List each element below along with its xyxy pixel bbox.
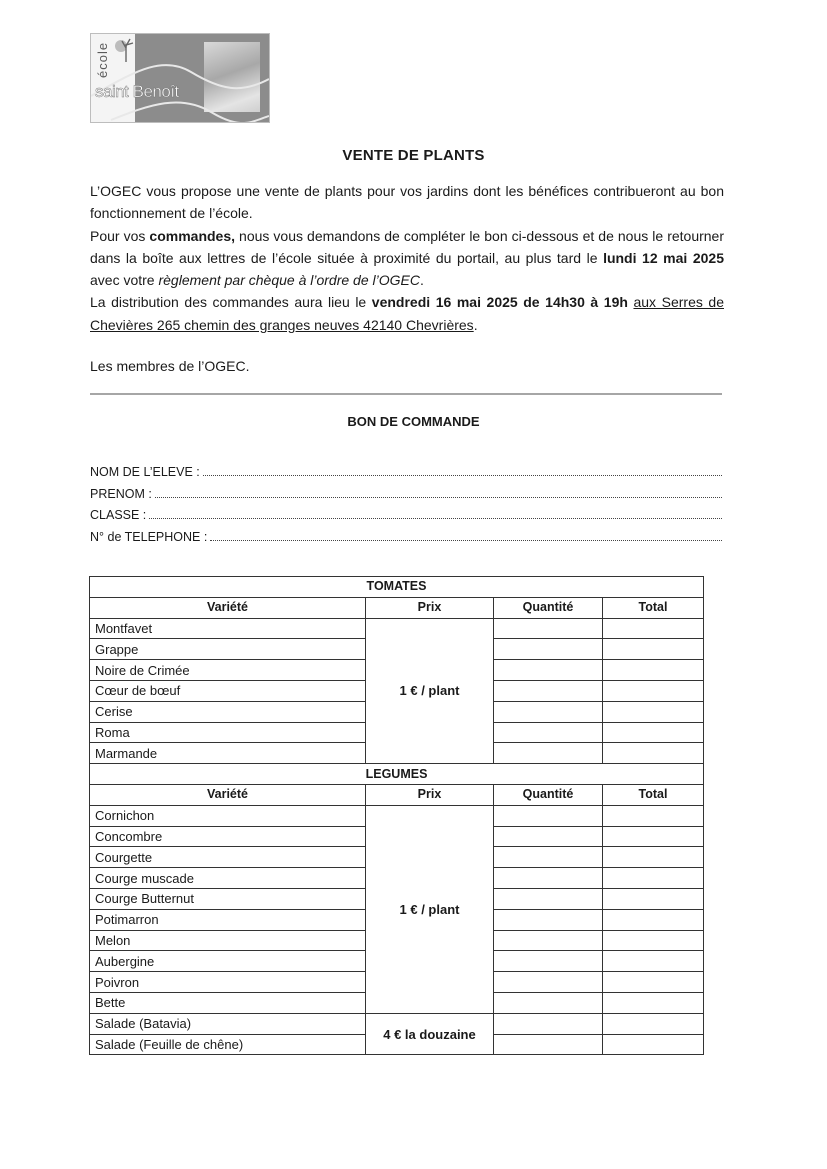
variety-cell: Grappe xyxy=(90,639,366,660)
table-row xyxy=(90,618,704,639)
column-header-row xyxy=(90,597,704,618)
field-phone[interactable] xyxy=(90,530,722,552)
tree-icon xyxy=(113,36,135,62)
col-header-price: Prix xyxy=(366,597,494,618)
col-header-price: Prix xyxy=(366,784,494,805)
distribution-address: aux Serres de Chevières 265 chemin des granges neuves 42140 Chevrières xyxy=(90,294,724,333)
quantity-cell[interactable] xyxy=(494,951,603,972)
payment-instructions: règlement par chèque à l’ordre de l’OGEC xyxy=(158,272,420,289)
variety-cell: Roma xyxy=(90,722,366,743)
variety-cell: Salade (Batavia) xyxy=(90,1013,366,1034)
total-cell[interactable] xyxy=(603,888,704,909)
total-cell[interactable] xyxy=(603,701,704,722)
variety-cell: Courge Butternut xyxy=(90,888,366,909)
variety-cell: Cornichon xyxy=(90,805,366,826)
variety-cell: Noire de Crimée xyxy=(90,660,366,681)
quantity-cell[interactable] xyxy=(494,805,603,826)
quantity-cell[interactable] xyxy=(494,722,603,743)
total-cell[interactable] xyxy=(603,972,704,993)
total-cell[interactable] xyxy=(603,951,704,972)
fill-line[interactable] xyxy=(203,475,722,476)
intro-text xyxy=(90,180,724,336)
table-row xyxy=(90,805,704,826)
quantity-cell[interactable] xyxy=(494,909,603,930)
quantity-cell[interactable] xyxy=(494,868,603,889)
quantity-cell[interactable] xyxy=(494,826,603,847)
divider xyxy=(90,393,722,395)
field-class[interactable] xyxy=(90,508,722,530)
total-cell[interactable] xyxy=(603,992,704,1013)
variety-cell: Courgette xyxy=(90,847,366,868)
intro-paragraph-3: La distribution des commandes aura lieu le vendredi 16 mai 2025 de 14h30 à 19h aux Serres de Chevières 265 chemin des granges neuves 42140 Chevrières. xyxy=(90,294,724,333)
quantity-cell[interactable] xyxy=(494,847,603,868)
total-cell[interactable] xyxy=(603,847,704,868)
col-header-quantity: Quantité xyxy=(494,597,603,618)
total-cell[interactable] xyxy=(603,1034,704,1055)
price-cell: 1 € / plant xyxy=(366,618,494,764)
total-cell[interactable] xyxy=(603,722,704,743)
quantity-cell[interactable] xyxy=(494,888,603,909)
price-cell: 4 € la douzaine xyxy=(366,1013,494,1055)
variety-cell: Salade (Feuille de chêne) xyxy=(90,1034,366,1055)
table-row xyxy=(90,1013,704,1034)
field-label: PRENOM : xyxy=(90,486,152,501)
page-title: VENTE DE PLANTS xyxy=(342,147,485,164)
total-cell[interactable] xyxy=(603,743,704,764)
field-label: CLASSE : xyxy=(90,508,147,522)
variety-cell: Aubergine xyxy=(90,951,366,972)
quantity-cell[interactable] xyxy=(494,930,603,951)
section-header-row xyxy=(90,577,704,598)
field-student-name[interactable] xyxy=(90,465,722,487)
deadline-date: lundi 12 mai 2025 xyxy=(603,249,725,266)
variety-cell: Bette xyxy=(90,992,366,1013)
section-title-tomates: TOMATES xyxy=(90,577,704,598)
variety-cell: Poivron xyxy=(90,972,366,993)
variety-cell: Melon xyxy=(90,930,366,951)
variety-cell: Montfavet xyxy=(90,618,366,639)
student-info-fields xyxy=(90,465,722,551)
quantity-cell[interactable] xyxy=(494,972,603,993)
order-table xyxy=(89,576,704,1055)
quantity-cell[interactable] xyxy=(494,660,603,681)
total-cell[interactable] xyxy=(603,805,704,826)
intro-paragraph-1: L’OGEC vous propose une vente de plants pour vos jardins dont les bénéfices contribueront au bon fonctionnement de l’école. xyxy=(90,183,724,222)
total-cell[interactable] xyxy=(603,930,704,951)
fill-line[interactable] xyxy=(155,497,722,498)
field-label: NOM DE L’ELEVE : xyxy=(90,465,200,479)
variety-cell: Cœur de bœuf xyxy=(90,680,366,701)
total-cell[interactable] xyxy=(603,1013,704,1034)
variety-cell: Concombre xyxy=(90,826,366,847)
total-cell[interactable] xyxy=(603,618,704,639)
quantity-cell[interactable] xyxy=(494,743,603,764)
total-cell[interactable] xyxy=(603,909,704,930)
col-header-total: Total xyxy=(603,784,704,805)
col-header-variety: Variété xyxy=(90,784,366,805)
quantity-cell[interactable] xyxy=(494,1034,603,1055)
section-header-row xyxy=(90,764,704,785)
intro-paragraph-2: Pour vos commandes, nous vous demandons de compléter le bon ci-dessous et de nous le retourner dans la boîte aux lettres de l’école située à proximité du portail, au plus tard le lundi 12 mai 2025 avec votre règlement par chèque à l’ordre de l’OGEC. xyxy=(90,227,725,289)
field-first-name[interactable] xyxy=(90,487,722,509)
section-title-legumes: LEGUMES xyxy=(90,764,704,785)
variety-cell: Marmande xyxy=(90,743,366,764)
column-header-row xyxy=(90,784,704,805)
quantity-cell[interactable] xyxy=(494,618,603,639)
field-label: N° de TELEPHONE : xyxy=(90,529,208,544)
quantity-cell[interactable] xyxy=(494,992,603,1013)
total-cell[interactable] xyxy=(603,660,704,681)
total-cell[interactable] xyxy=(603,826,704,847)
col-header-quantity: Quantité xyxy=(494,784,603,805)
quantity-cell[interactable] xyxy=(494,1013,603,1034)
total-cell[interactable] xyxy=(603,868,704,889)
fill-line[interactable] xyxy=(210,540,722,541)
col-header-total: Total xyxy=(603,597,704,618)
variety-cell: Courge muscade xyxy=(90,868,366,889)
col-header-variety: Variété xyxy=(90,597,366,618)
quantity-cell[interactable] xyxy=(494,639,603,660)
signature: Les membres de l’OGEC. xyxy=(90,358,250,374)
variety-cell: Potimarron xyxy=(90,909,366,930)
quantity-cell[interactable] xyxy=(494,680,603,701)
variety-cell: Cerise xyxy=(90,701,366,722)
total-cell[interactable] xyxy=(603,639,704,660)
price-cell: 1 € / plant xyxy=(366,805,494,1013)
logo-text-saint-benoit: saint Benoît xyxy=(95,82,179,101)
order-form-title: BON DE COMMANDE xyxy=(347,414,480,429)
fill-line[interactable] xyxy=(149,518,722,519)
total-cell[interactable] xyxy=(603,680,704,701)
distribution-date: vendredi 16 mai 2025 de 14h30 à 19h xyxy=(371,294,628,311)
school-logo xyxy=(90,33,270,123)
logo-text-ecole: école xyxy=(95,41,110,79)
quantity-cell[interactable] xyxy=(494,701,603,722)
